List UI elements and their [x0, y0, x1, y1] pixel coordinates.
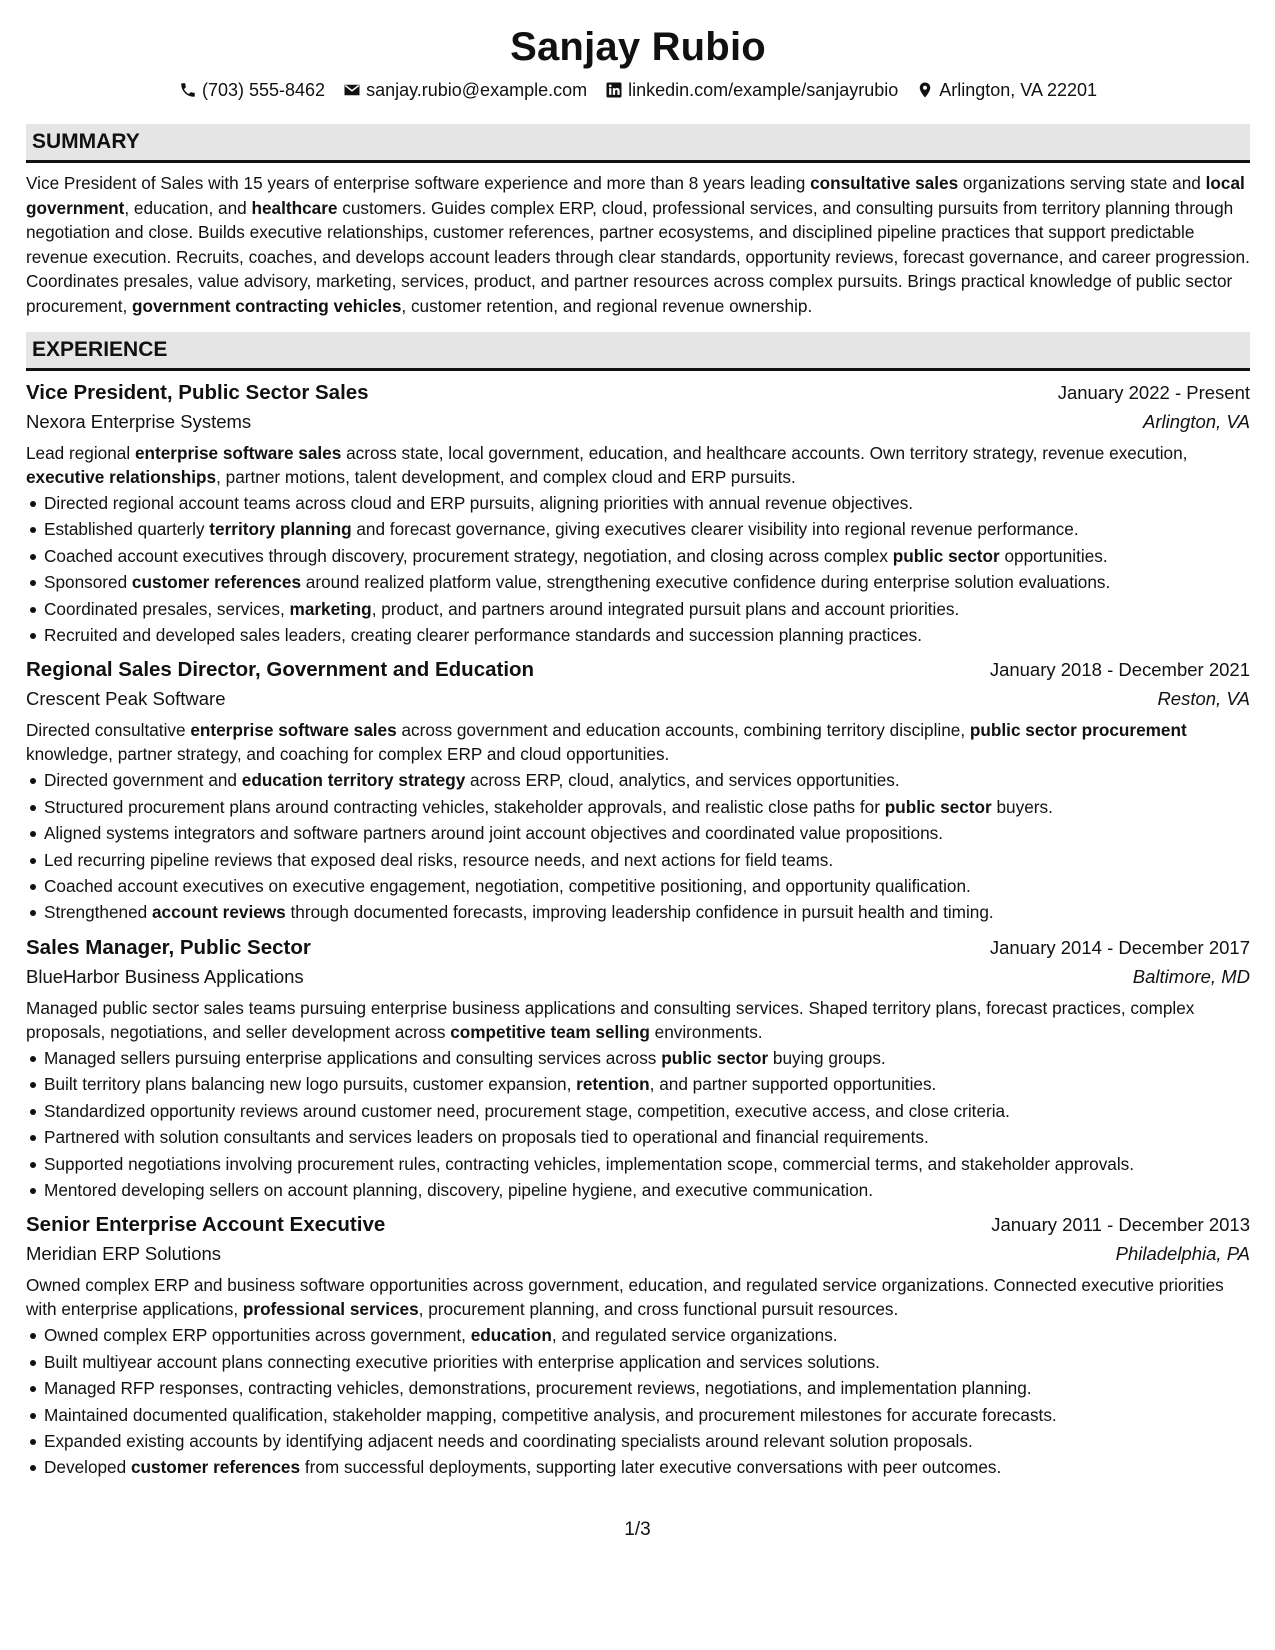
job-title: Senior Enterprise Account Executive	[26, 1213, 386, 1237]
text-run: Led recurring pipeline reviews that exposed deal risks, resource needs, and next actions for field teams.	[44, 849, 834, 870]
bold-keyword: territory planning	[209, 519, 352, 540]
text-run: knowledge, partner strategy, and coaching for complex ERP and cloud opportunities.	[26, 744, 670, 765]
text-run: Directed regional account teams across cloud and ERP pursuits, aligning priorities with annual revenue objectives.	[44, 493, 914, 513]
text-run: buyers.	[991, 796, 1053, 817]
bold-keyword: public sector	[884, 796, 992, 817]
contact-linkedin[interactable]	[605, 78, 898, 102]
resume-page	[26, 22, 1250, 1481]
text-run: Standardized opportunity reviews around customer need, procurement stage, competition, executive access, and close criteria.	[44, 1100, 1010, 1121]
text-run: Aligned systems integrators and software partners around joint account objectives and coordinated value propositions.	[44, 823, 944, 844]
text-run: Strengthened	[44, 902, 152, 923]
bullet-item	[26, 794, 1250, 820]
text-run: Built territory plans balancing new logo pursuits, customer expansion,	[44, 1074, 577, 1095]
text-run: Sponsored	[44, 572, 132, 593]
linkedin-text[interactable]: linkedin.com/example/sanjayrubio	[628, 80, 899, 100]
text-run: Developed	[44, 1457, 131, 1478]
text-run: , and regulated service organizations.	[551, 1325, 838, 1346]
linkedin-icon	[605, 81, 623, 99]
bullet-item	[26, 873, 1250, 899]
bullet-item	[26, 1375, 1250, 1401]
job-description	[26, 718, 1250, 766]
text-run: environments.	[649, 1021, 763, 1042]
job-bullets	[26, 1322, 1250, 1480]
job-company: Nexora Enterprise Systems	[26, 411, 252, 432]
candidate-name: Sanjay Rubio	[510, 25, 766, 69]
bold-keyword: enterprise software sales	[134, 443, 342, 463]
job-title: Vice President, Public Sector Sales	[26, 381, 369, 404]
bold-keyword: public sector procurement	[969, 720, 1187, 741]
bold-keyword: consultative sales	[810, 173, 959, 193]
text-run: through documented forecasts, improving leadership confidence in pursuit health and timing.	[285, 902, 994, 923]
bullet-item	[26, 516, 1250, 542]
text-run: Structured procurement plans around contracting vehicles, stakeholder approvals, and realistic close paths for	[44, 796, 885, 817]
bullet-item	[26, 1124, 1250, 1150]
bold-keyword: local government	[26, 173, 1245, 218]
text-run: across ERP, cloud, analytics, and services opportunities.	[465, 770, 900, 791]
bullet-item	[26, 622, 1250, 648]
bullet-item	[26, 1045, 1250, 1071]
text-run: Established quarterly	[44, 519, 210, 540]
text-run: Directed government and	[44, 770, 242, 791]
contact-phone	[179, 78, 325, 102]
job-company: Crescent Peak Software	[26, 688, 226, 710]
bold-keyword: competitive team selling	[450, 1021, 650, 1042]
envelope-icon	[343, 81, 361, 99]
bold-keyword: professional services	[242, 1299, 419, 1320]
bold-keyword: public sector	[892, 545, 1000, 566]
job-bullets	[26, 767, 1250, 925]
text-run: Coached account executives through discovery, procurement strategy, negotiation, and closing across complex	[44, 545, 893, 566]
map-pin-icon	[916, 81, 934, 99]
phone-text: (703) 555-8462	[201, 80, 326, 100]
text-run: organizations serving state and	[958, 173, 1206, 193]
bullet-item	[26, 569, 1250, 595]
bold-keyword: retention	[576, 1074, 650, 1095]
bullet-item	[26, 1151, 1250, 1177]
bold-keyword: government contracting vehicles	[132, 295, 402, 316]
text-run: Managed RFP responses, contracting vehicles, demonstrations, procurement reviews, negotiations, and implementation planning.	[44, 1378, 1032, 1399]
bold-keyword: customer references	[131, 572, 302, 593]
experience-heading: EXPERIENCE	[26, 332, 1250, 371]
job-entry	[26, 656, 1250, 925]
summary-text	[26, 171, 1250, 318]
text-run: Managed public sector sales teams pursuing enterprise business applications and consulting services. Shaped territory plans, forecast practices, complex proposals, negotiations, and seller development across	[26, 997, 1195, 1042]
text-run: across state, local government, education, and healthcare accounts. Own territory strategy, revenue execution,	[341, 443, 1188, 463]
text-run: opportunities.	[999, 545, 1108, 566]
bullet-item	[26, 490, 1250, 516]
job-dates: January 2022 - Present	[1057, 382, 1250, 403]
text-run: Expanded existing accounts by identifying adjacent needs and coordinating specialists around relevant solution proposals.	[44, 1430, 973, 1451]
summary-heading: SUMMARY	[26, 124, 1250, 163]
bullet-item	[26, 1177, 1250, 1203]
bullet-item	[26, 899, 1250, 925]
text-run: around realized platform value, strengthening executive confidence during enterprise solution evaluations.	[301, 572, 1111, 593]
contact-email[interactable]	[343, 78, 587, 102]
text-run: Recruited and developed sales leaders, creating clearer performance standards and succession planning practices.	[44, 625, 923, 646]
job-title: Sales Manager, Public Sector	[26, 935, 311, 959]
text-run: Managed sellers pursuing enterprise applications and consulting services across	[44, 1047, 662, 1068]
job-dates: January 2018 - December 2021	[989, 659, 1250, 681]
text-run: Coached account executives on executive engagement, negotiation, competitive positioning, and opportunity qualification.	[44, 876, 971, 897]
text-run: Owned complex ERP opportunities across government,	[44, 1325, 471, 1346]
experience-list	[26, 379, 1250, 1481]
job-entry	[26, 379, 1250, 648]
text-run: from successful deployments, supporting later executive conversations with peer outcomes.	[300, 1457, 1002, 1478]
bold-keyword: public sector	[661, 1047, 769, 1068]
bullet-item	[26, 1402, 1250, 1428]
job-entry	[26, 934, 1250, 1203]
text-run: , product, and partners around integrated pursuit plans and account priorities.	[371, 598, 960, 619]
bold-keyword: education territory strategy	[241, 770, 466, 791]
job-title: Regional Sales Director, Government and Education	[26, 658, 535, 682]
text-run: Vice President of Sales with 15 years of enterprise software experience and more than 8 years leading	[26, 173, 811, 193]
text-run: Partnered with solution consultants and services leaders on proposals tied to operational and financial requirements.	[44, 1127, 929, 1148]
email-text[interactable]: sanjay.rubio@example.com	[366, 80, 588, 100]
job-company: BlueHarbor Business Applications	[26, 965, 304, 987]
text-run: Built multiyear account plans connecting executive priorities with enterprise application and services solutions.	[44, 1351, 880, 1372]
contact-bar	[26, 78, 1250, 102]
bullet-item	[26, 1098, 1250, 1124]
job-bullets	[26, 1045, 1250, 1203]
text-run: Directed consultative	[26, 720, 191, 741]
text-run: Maintained documented qualification, stakeholder mapping, competitive analysis, and procurement milestones for accurate forecasts.	[44, 1404, 1057, 1425]
text-run: , customer retention, and regional revenue ownership.	[401, 295, 813, 316]
job-location: Baltimore, MD	[1132, 965, 1250, 987]
text-run: Mentored developing sellers on account planning, discovery, pipeline hygiene, and executive communication.	[44, 1179, 874, 1200]
text-run: , partner motions, talent development, and complex cloud and ERP pursuits.	[216, 467, 796, 487]
bullet-item	[26, 543, 1250, 569]
job-bullets	[26, 490, 1250, 648]
page-number: 1/3	[624, 1519, 651, 1540]
location-text: Arlington, VA 22201	[939, 80, 1098, 100]
job-dates: January 2014 - December 2017	[989, 936, 1250, 958]
bullet-item	[26, 767, 1250, 793]
bullet-item	[26, 1349, 1250, 1375]
bold-keyword: healthcare	[251, 197, 338, 218]
text-run: customers. Guides complex ERP, cloud, professional services, and consulting pursuits from territory planning through negotiation and close. Builds executive relationships, customer references, partner ecosystems, and disciplined pipeline practices that support predictable revenue execution. Recruits, coaches, and develops account leaders through clear standards, opportunity reviews, forecast governance, and career progression. Coordinates presales, value advisory, marketing, services, product, and partner resources across complex pursuits. Brings practical knowledge of public sector procurement,	[26, 197, 1250, 316]
bold-keyword: marketing	[289, 598, 372, 619]
contact-location	[916, 78, 1097, 102]
bold-keyword: education	[470, 1325, 552, 1346]
bullet-item	[26, 1454, 1250, 1480]
bullet-item	[26, 1428, 1250, 1454]
bullet-item	[26, 820, 1250, 846]
text-run: buying groups.	[768, 1047, 886, 1068]
text-run: Owned complex ERP and business software opportunities across government, education, and regulated service organizations. Connected executive priorities with enterprise applications,	[26, 1275, 1224, 1320]
job-description	[26, 441, 1250, 489]
text-run: Supported negotiations involving procurement rules, contracting vehicles, implementation scope, commercial terms, and stakeholder approvals.	[44, 1153, 1135, 1174]
text-run: across government and education accounts, combining territory discipline,	[396, 720, 970, 741]
job-description	[26, 996, 1250, 1044]
job-company: Meridian ERP Solutions	[26, 1243, 222, 1265]
text-run: Lead regional	[26, 443, 135, 463]
job-location: Reston, VA	[1157, 688, 1250, 710]
job-dates: January 2011 - December 2013	[991, 1214, 1250, 1236]
bold-keyword: executive relationships	[26, 467, 217, 487]
bold-keyword: account reviews	[151, 902, 286, 923]
text-run: , and partner supported opportunities.	[649, 1074, 937, 1095]
bold-keyword: customer references	[130, 1457, 301, 1478]
bold-keyword: enterprise software sales	[190, 720, 397, 741]
text-run: , procurement planning, and cross functional pursuit resources.	[418, 1299, 899, 1320]
bullet-item	[26, 847, 1250, 873]
bullet-item	[26, 1071, 1250, 1097]
bullet-item	[26, 1322, 1250, 1348]
text-run: , education, and	[124, 197, 252, 218]
text-run: and forecast governance, giving executives clearer visibility into regional revenue performance.	[351, 519, 1079, 540]
phone-icon	[179, 81, 197, 99]
job-location: Arlington, VA	[1143, 411, 1250, 432]
job-entry	[26, 1211, 1250, 1480]
bullet-item	[26, 596, 1250, 622]
text-run: Coordinated presales, services,	[44, 598, 290, 619]
job-location: Philadelphia, PA	[1115, 1243, 1250, 1265]
job-description	[26, 1273, 1250, 1321]
